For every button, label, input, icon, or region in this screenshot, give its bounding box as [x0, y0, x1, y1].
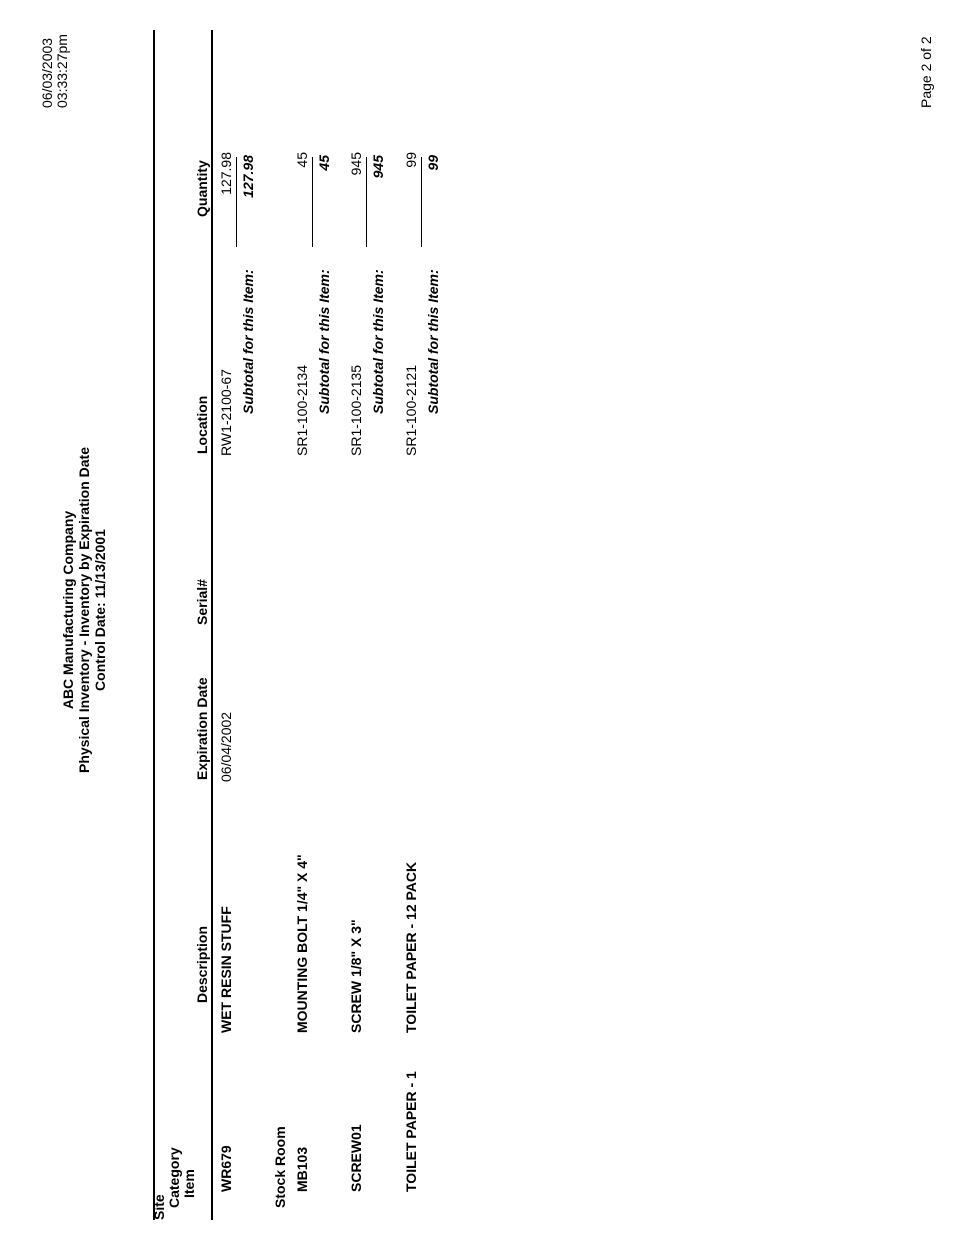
company-name: ABC Manufacturing Company [60, 510, 76, 710]
table-row-description: WET RESIN STUFF [218, 906, 234, 1033]
table-row-location: SR1-100-2134 [294, 364, 310, 456]
subtotal-value: 45 [316, 155, 332, 171]
subtotal-rule [366, 157, 367, 247]
run-date: 06/03/2003 [39, 37, 55, 108]
page-number: Page 2 of 2 [918, 36, 934, 108]
report-title-block [60, 400, 108, 820]
table-row-quantity: 99 [403, 152, 419, 168]
subtotal-value: 127.98 [240, 155, 256, 198]
table-row-quantity: 945 [348, 152, 364, 176]
table-row-item: WR679 [218, 1145, 234, 1192]
table-row-expiration-date: 06/04/2002 [218, 711, 234, 782]
report-title: Physical Inventory - Inventory by Expiration Date [76, 447, 92, 773]
table-row-description: MOUNTING BOLT 1/4" X 4" [294, 854, 310, 1033]
subtotal-rule [421, 157, 422, 247]
column-header-description: Description [194, 925, 210, 1003]
table-row-item: SCREW01 [348, 1124, 364, 1192]
subtotal-rule [312, 157, 313, 247]
header-bottom-rule [211, 30, 213, 1220]
column-header-category: Category [166, 1147, 182, 1208]
table-row-location: SR1-100-2121 [403, 364, 419, 456]
subtotal-rule [236, 157, 237, 247]
table-row-quantity: 127.98 [218, 152, 234, 195]
subtotal-value: 99 [425, 155, 441, 171]
category-label: Stock Room [272, 1126, 288, 1208]
column-header-expiration-date: Expiration Date [194, 677, 210, 780]
subtotal-label: Subtotal for this Item: [240, 269, 256, 414]
column-header-quantity: Quantity [194, 160, 210, 217]
column-header-serial: Serial# [194, 579, 210, 625]
column-header-site: Site [151, 1194, 167, 1220]
run-datetime [40, 34, 70, 108]
subtotal-label: Subtotal for this Item: [316, 269, 332, 414]
table-row-location: RW1-2100-67 [218, 369, 234, 456]
subtotal-label: Subtotal for this Item: [425, 269, 441, 414]
table-row-location: SR1-100-2135 [348, 364, 364, 456]
subtotal-value: 945 [370, 155, 386, 179]
control-date: Control Date: 11/13/2001 [92, 529, 108, 691]
table-row-description: TOILET PAPER - 12 PACK [403, 861, 419, 1033]
subtotal-label: Subtotal for this Item: [370, 269, 386, 414]
run-time: 03:33:27pm [54, 34, 70, 108]
header-top-rule [153, 30, 155, 1220]
column-header-item: Item [181, 1169, 197, 1198]
column-header-location: Location [194, 395, 210, 454]
table-row-item: MB103 [294, 1146, 310, 1192]
table-row-description: SCREW 1/8" X 3" [348, 919, 364, 1033]
table-row-quantity: 45 [294, 152, 310, 168]
table-row-item: TOILET PAPER - 1 [403, 1071, 419, 1192]
